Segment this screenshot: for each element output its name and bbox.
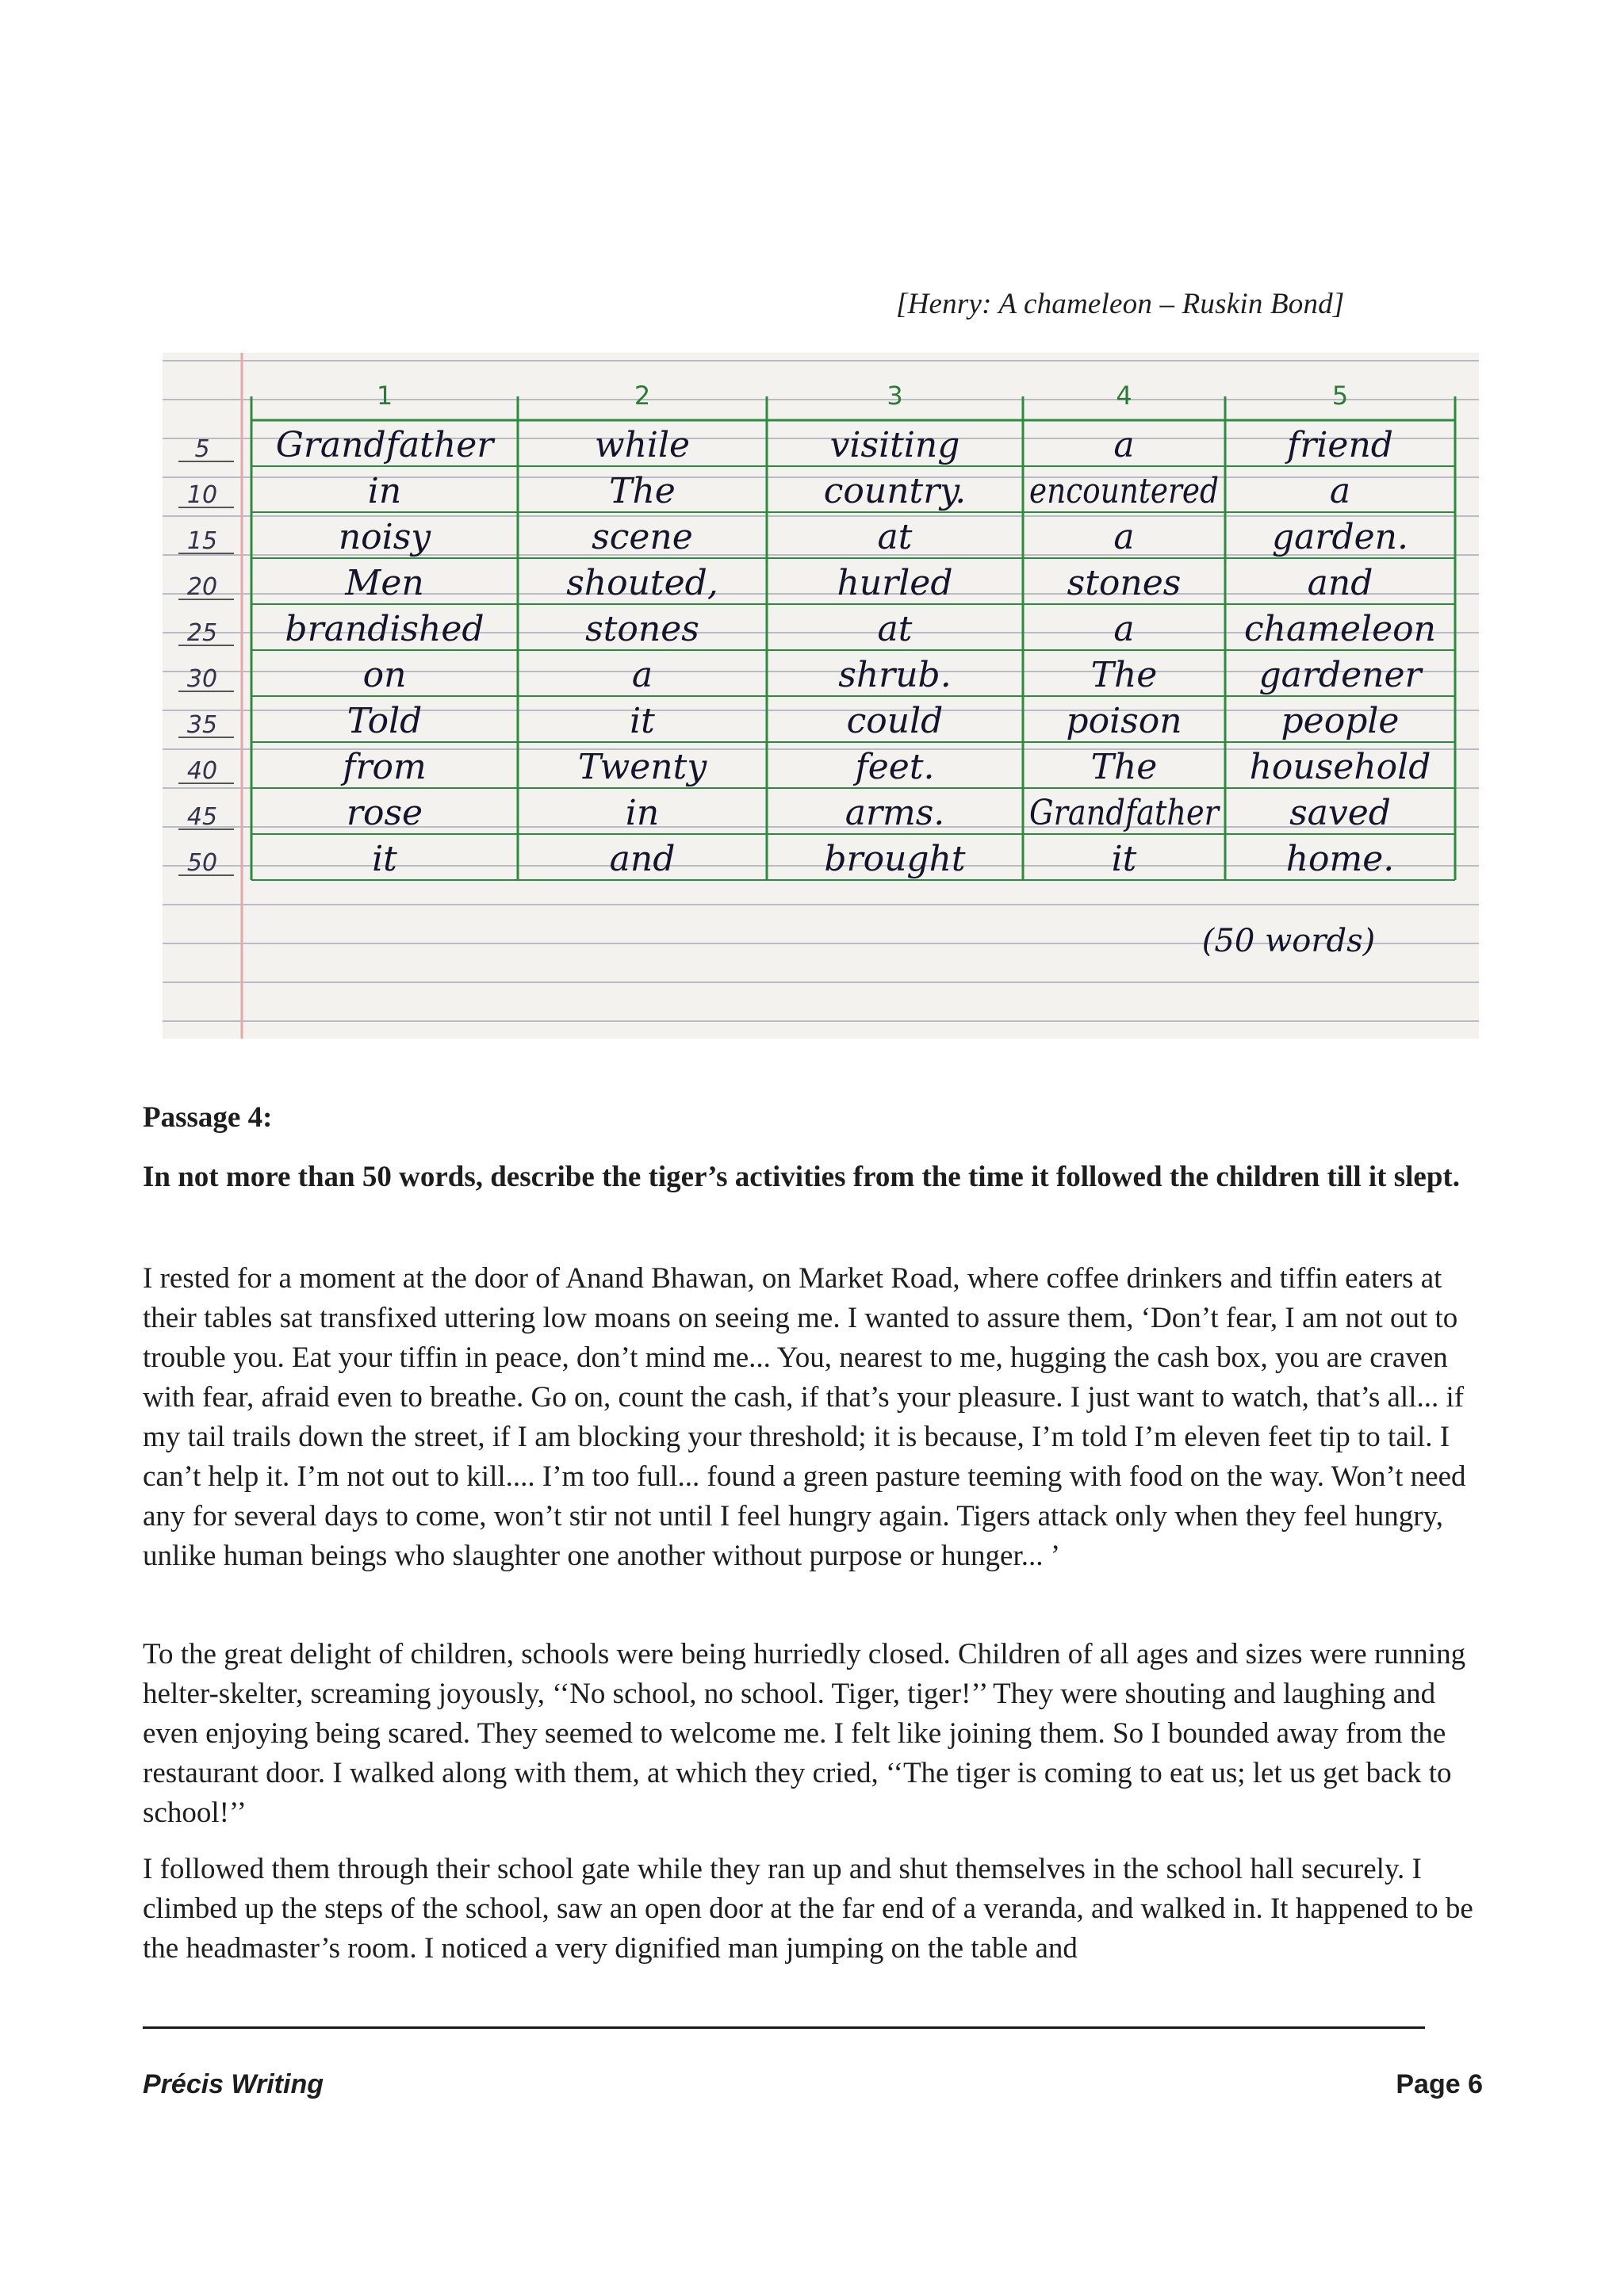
page-number: Page 6	[1396, 2069, 1483, 2099]
handwritten-word: from	[343, 747, 427, 787]
handwritten-word: at	[877, 609, 913, 649]
row-word-count: 15	[186, 527, 218, 555]
handwritten-word: country.	[823, 471, 967, 511]
handwritten-word: Told	[347, 701, 423, 741]
handwritten-word: feet.	[855, 747, 935, 787]
column-number: 1	[376, 381, 393, 411]
column-number: 5	[1331, 381, 1349, 411]
handwritten-word: stones	[1067, 563, 1182, 603]
handwritten-word: could	[846, 701, 944, 741]
word-count-note: (50 words)	[1201, 923, 1376, 959]
passage-paragraph-1: I rested for a moment at the door of Anand Bhawan, on Market Road, where coffee drinkers and tiffin eaters at their tables sat transfixed uttering low moans on seeing me. I wanted to assure them, ‘Don’t fear, I am not out to trouble you. Eat your tiffin in peace, don’t mind me... You, nearest to me, hugging the cash box, you are craven with fear, afraid even to breathe. Go on, count the cash, if that’s your pleasure. I just want to watch, that’s all... if my tail trails down the street, if I am blocking your threshold; it is because, I’m told I’m eleven feet tip to tail. I can’t help it. I’m not out to kill.... I’m too full... found a green pasture teeming with food on the way. Won’t need any for several days to come, won’t stir not until I feel hungry again. Tigers attack only when they feel hungry, unlike human beings who slaughter one another without purpose or hunger... ’	[143, 1262, 1466, 1572]
notebook-word-grid	[163, 353, 1479, 1039]
row-word-count: 40	[186, 757, 218, 785]
row-word-count: 10	[186, 481, 218, 509]
handwritten-word: Grandfather	[1029, 793, 1221, 833]
handwritten-word: scene	[592, 517, 693, 557]
handwritten-word: hurled	[837, 563, 953, 603]
handwritten-word: it	[1111, 839, 1137, 879]
handwritten-word: shouted,	[566, 563, 718, 603]
handwritten-word: on	[362, 655, 407, 695]
handwritten-word: brought	[824, 839, 966, 879]
handwritten-word: garden.	[1272, 517, 1408, 557]
row-word-count: 25	[186, 619, 218, 647]
handwritten-word: Twenty	[577, 747, 707, 787]
column-number: 2	[634, 381, 651, 411]
handwritten-word: The	[1090, 747, 1158, 787]
question-prompt: In not more than 50 words, describe the tiger’s activities from the time it followed the children till it slept.	[143, 1161, 1460, 1193]
passage-label: Passage 4:	[143, 1101, 273, 1134]
handwritten-word: while	[594, 425, 691, 465]
handwritten-word: Grandfather	[275, 425, 494, 465]
handwritten-word: household	[1249, 747, 1431, 787]
handwritten-word: stones	[585, 609, 699, 649]
handwritten-word: The	[1090, 655, 1158, 695]
handwritten-word: and	[609, 839, 676, 879]
handwritten-notebook-photo	[163, 353, 1479, 1039]
handwritten-word: friend	[1287, 425, 1393, 465]
handwritten-word: at	[877, 517, 913, 557]
handwritten-word: in	[367, 471, 402, 511]
handwritten-word: gardener	[1258, 655, 1422, 695]
handwritten-word: people	[1281, 701, 1400, 741]
passage-paragraph-3: I followed them through their school gate while they ran up and shut themselves in the school hall securely. I climbed up the steps of the school, saw an open door at the far end of a veranda, and walked in. It happened to be the headmaster’s room. I noticed a very dignified man jumping on the table and	[143, 1853, 1473, 1965]
handwritten-word: saved	[1289, 793, 1391, 833]
column-number: 3	[887, 381, 903, 411]
handwritten-word: in	[625, 793, 660, 833]
passage-paragraph-2: To the great delight of children, schools were being hurriedly closed. Children of all ages and sizes were running helter-skelter, screaming joyously, ‘‘No school, no school. Tiger, tiger!’’ They were shouting and laughing and even enjoying being scared. They seemed to welcome me. I felt like joining them. So I bounded away from the restaurant door. I walked along with them, at which they cried, ‘‘The tiger is coming to eat us; let us get back to school!’’	[143, 1638, 1466, 1829]
handwritten-word: a	[631, 655, 653, 695]
handwritten-word: noisy	[338, 517, 431, 557]
handwritten-word: arms.	[845, 793, 945, 833]
handwritten-word: a	[1329, 471, 1351, 511]
column-number: 4	[1116, 381, 1132, 411]
handwritten-word: poison	[1066, 701, 1182, 741]
handwritten-word: and	[1307, 563, 1373, 603]
footer-title: Précis Writing	[143, 2069, 324, 2099]
handwritten-word: a	[1113, 425, 1135, 465]
row-word-count: 30	[186, 665, 218, 693]
row-word-count: 35	[186, 711, 218, 739]
handwritten-word: brandished	[285, 609, 485, 649]
row-word-count: 20	[186, 573, 218, 601]
handwritten-word: visiting	[829, 425, 960, 465]
handwritten-word: home.	[1285, 839, 1395, 879]
handwritten-word: rose	[346, 793, 423, 833]
handwritten-word: it	[630, 701, 655, 741]
source-citation: [Henry: A chameleon – Ruskin Bond]	[896, 288, 1345, 320]
row-word-count: 50	[186, 849, 218, 877]
handwritten-word: chameleon	[1244, 609, 1436, 649]
handwritten-word: a	[1113, 609, 1135, 649]
row-word-count: 5	[194, 435, 210, 463]
handwritten-word: Men	[345, 563, 424, 603]
handwritten-word: it	[372, 839, 397, 879]
handwritten-word: The	[609, 471, 676, 511]
handwritten-word: encountered	[1029, 471, 1219, 511]
handwritten-word: a	[1113, 517, 1135, 557]
footer-divider	[143, 2026, 1425, 2029]
handwritten-word: shrub.	[838, 655, 952, 695]
row-word-count: 45	[186, 803, 218, 831]
